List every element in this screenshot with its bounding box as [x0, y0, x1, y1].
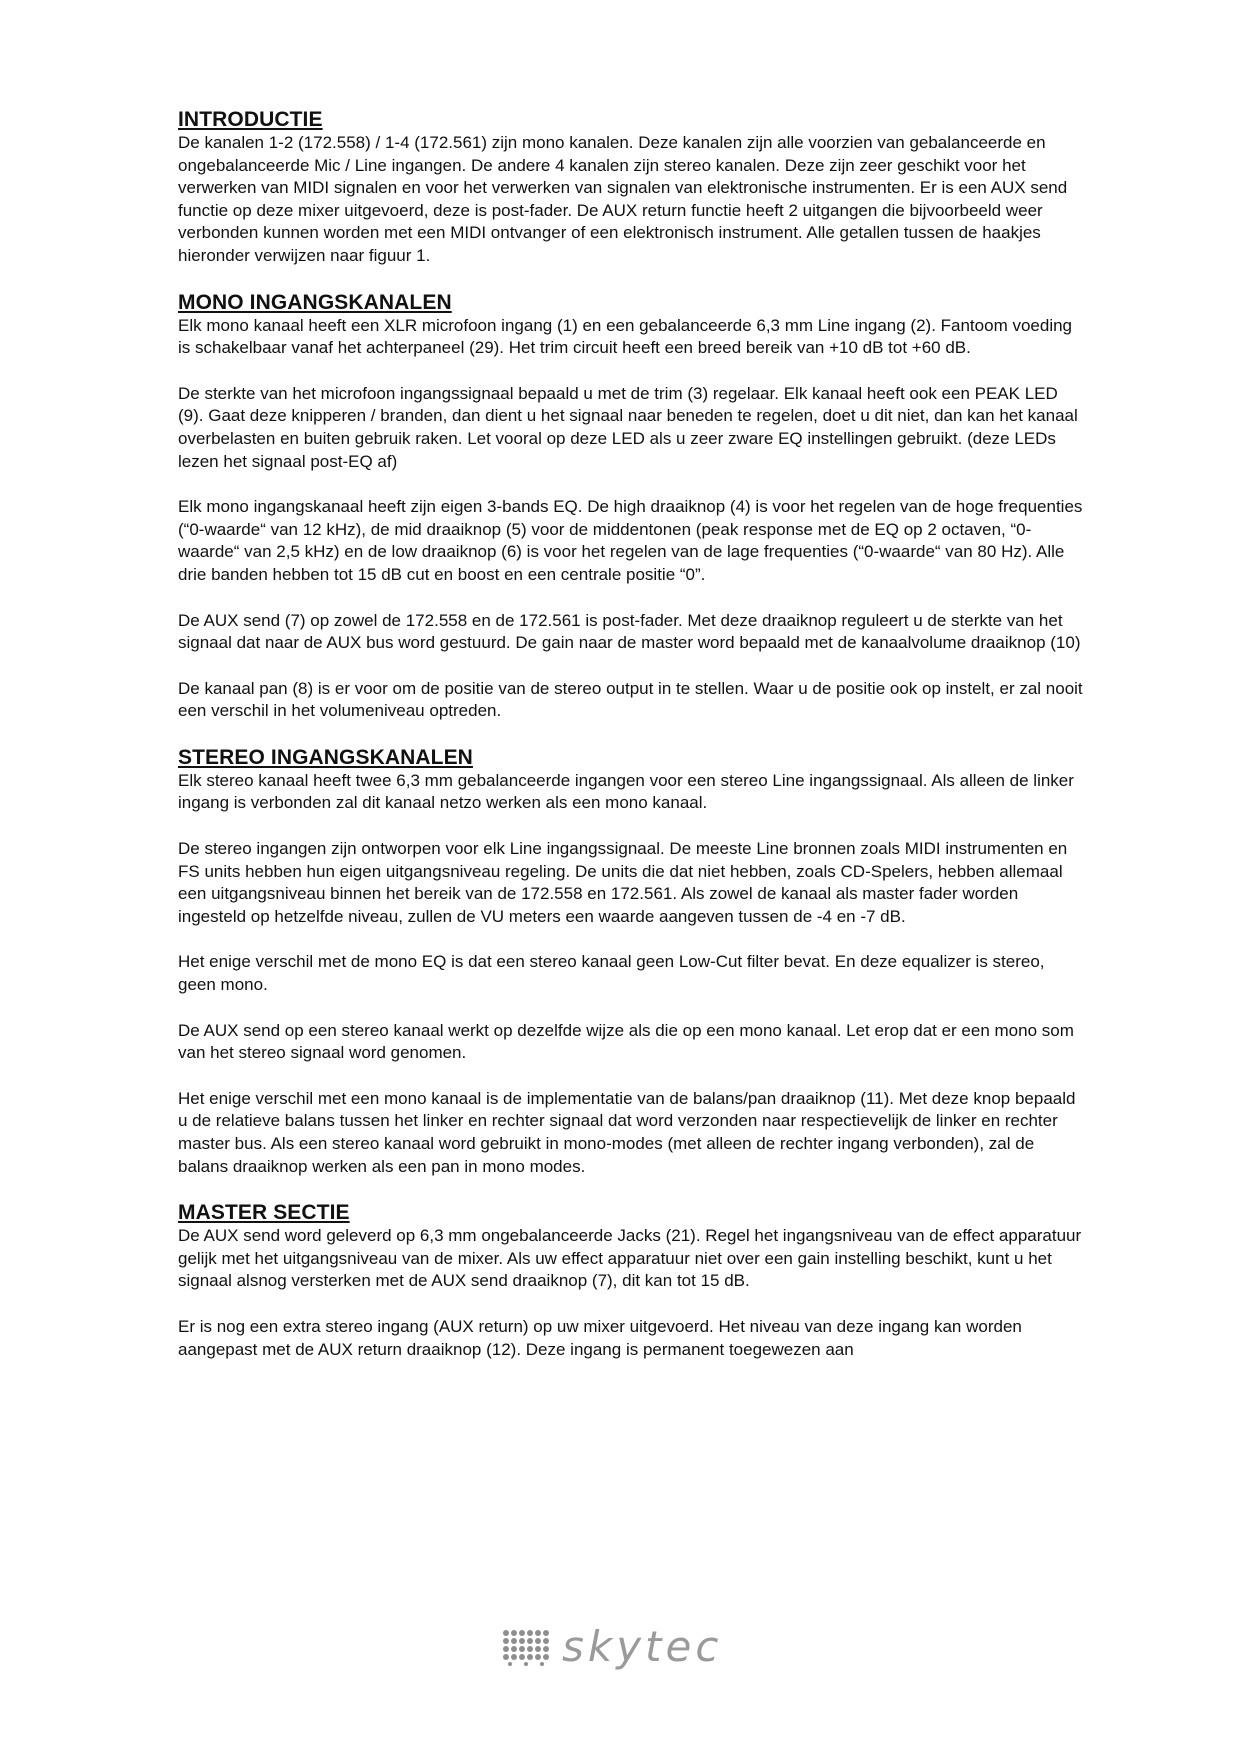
paragraph: De stereo ingangen zijn ontworpen voor elk Line ingangssignaal. De meeste Line bronnen zoals MIDI instrumenten en FS units hebben hun eigen uitgangsniveau regeling. De units die dat niet hebben, zoals CD-Spelers, hebben allemaal een uitgangsniveau binnen het bereik van de 172.558 en 172.561. Als zowel de kanaal als master fader worden ingesteld op hetzelfde niveau, zullen de VU meters een waarde aangeven tussen de -4 en -7 dB. — [178, 839, 1068, 926]
paragraph: Elk mono kanaal heeft een XLR microfoon ingang (1) en een gebalanceerde 6,3 mm Line ingang (2). Fantoom voeding is schakelbaar vanaf het achterpaneel (29). Het trim circuit heeft een breed bereik van +10 dB tot +60 dB. — [178, 315, 1073, 358]
section-master-sectie — [178, 1201, 1083, 1361]
paragraph: Er is nog een extra stereo ingang (AUX return) op uw mixer uitgevoerd. Het niveau van deze ingang kan worden aangepast met de AUX return draaiknop (12). Deze ingang is permanent toegewezen aan — [178, 1316, 1022, 1359]
paragraph: Het enige verschil met de mono EQ is dat een stereo kanaal geen Low-Cut filter bevat. En deze equalizer is stereo, geen mono. — [178, 952, 1045, 995]
section-heading: STEREO INGANGSKANALEN — [178, 745, 473, 769]
document-body — [178, 108, 1083, 1384]
paragraph: Elk stereo kanaal heeft twee 6,3 mm gebalanceerde ingangen voor een stereo Line ingangssignaal. Als alleen de linker ingang is verbonden zal dit kanaal netzo werken als een mono kanaal. — [178, 770, 1074, 813]
section-heading: MONO INGANGSKANALEN — [178, 290, 452, 314]
paragraph: De kanalen 1-2 (172.558) / 1-4 (172.561) zijn mono kanalen. Deze kanalen zijn alle voorzien van gebalanceerde en ongebalanceerde Mic / Line ingangen. De andere 4 kanalen zijn stereo kanalen. Deze zijn zeer geschikt voor het verwerken van MIDI signalen en voor het verwerken van signalen van elektronische instrumenten. Er is een AUX send functie op deze mixer uitgevoerd, deze is post-fader. De AUX return functie heeft 2 uitgangen die bijvoorbeeld weer verbonden kunnen worden met een MIDI ontvanger of een elektronisch instrument. Alle getallen tussen de haakjes hieronder verwijzen naar figuur 1. — [178, 133, 1068, 265]
paragraph: Elk mono ingangskanaal heeft zijn eigen 3-bands EQ. De high draaiknop (4) is voor het regelen van de hoge frequenties (“0-waarde“ van 12 kHz), de mid draaiknop (5) voor de middentonen (peak response met de EQ op 2 octaven, “0-waarde“ van 2,5 kHz) en de low draaiknop (6) is voor het regelen van de lage frequenties (“0-waarde“ van 80 Hz). Alle drie banden hebben tot 15 dB cut en boost en een centrale positie “0”. — [178, 497, 1083, 584]
section-introductie — [178, 108, 1083, 268]
section-mono-ingangskanalen — [178, 291, 1083, 723]
paragraph: De AUX send op een stereo kanaal werkt op dezelfde wijze als die op een mono kanaal. Let erop dat er een mono som van het stereo signaal word genomen. — [178, 1020, 1074, 1063]
paragraph: Het enige verschil met een mono kanaal is de implementatie van de balans/pan draaiknop (11). Met deze knop bepaald u de relatieve balans tussen het linker en rechter signaal dat word verzonden naar respectievelijk de linker en rechter master bus. Als een stereo kanaal word gebruikt in mono-modes (met alleen de rechter ingang verbonden), zal de balans draaiknop werken als een pan in mono modes. — [178, 1088, 1076, 1176]
skytec-logo — [500, 1622, 750, 1672]
paragraph: De sterkte van het microfoon ingangssignaal bepaald u met de trim (3) regelaar. Elk kanaal heeft ook een PEAK LED (9). Gaat deze knipperen / branden, dan dient u het signaal naar beneden te regelen, doet u dit niet, dan kan het kanaal overbelasten en buiten gebruik raken. Let vooral op deze LED als u zeer zware EQ instellingen gebruikt. (deze LEDs lezen het signaal post-EQ af) — [178, 383, 1078, 471]
paragraph: De AUX send (7) op zowel de 172.558 en de 172.561 is post-fader. Met deze draaiknop reguleert u de sterkte van het signaal dat naar de AUX bus word gestuurd. De gain naar de master word bepaald met de kanaalvolume draaiknop (10) — [178, 610, 1081, 653]
section-heading: INTRODUCTIE — [178, 108, 323, 131]
section-heading: MASTER SECTIE — [178, 1201, 350, 1225]
paragraph: De kanaal pan (8) is er voor om de positie van de stereo output in te stellen. Waar u de positie ook op instelt, er zal nooit een verschil in het volumeniveau optreden. — [178, 678, 1083, 721]
section-stereo-ingangskanalen — [178, 746, 1083, 1178]
skytec-dots-icon — [500, 1627, 556, 1667]
paragraph: De AUX send word geleverd op 6,3 mm ongebalanceerde Jacks (21). Regel het ingangsniveau van de effect apparatuur gelijk met het uitgangsniveau van de mixer. Als uw effect apparatuur niet over een gain instelling beschikt, kunt u het signaal alsnog versterken met de AUX send draaiknop (7), dit kan tot 15 dB. — [178, 1226, 1082, 1291]
logo-text: skytec — [562, 1622, 723, 1671]
